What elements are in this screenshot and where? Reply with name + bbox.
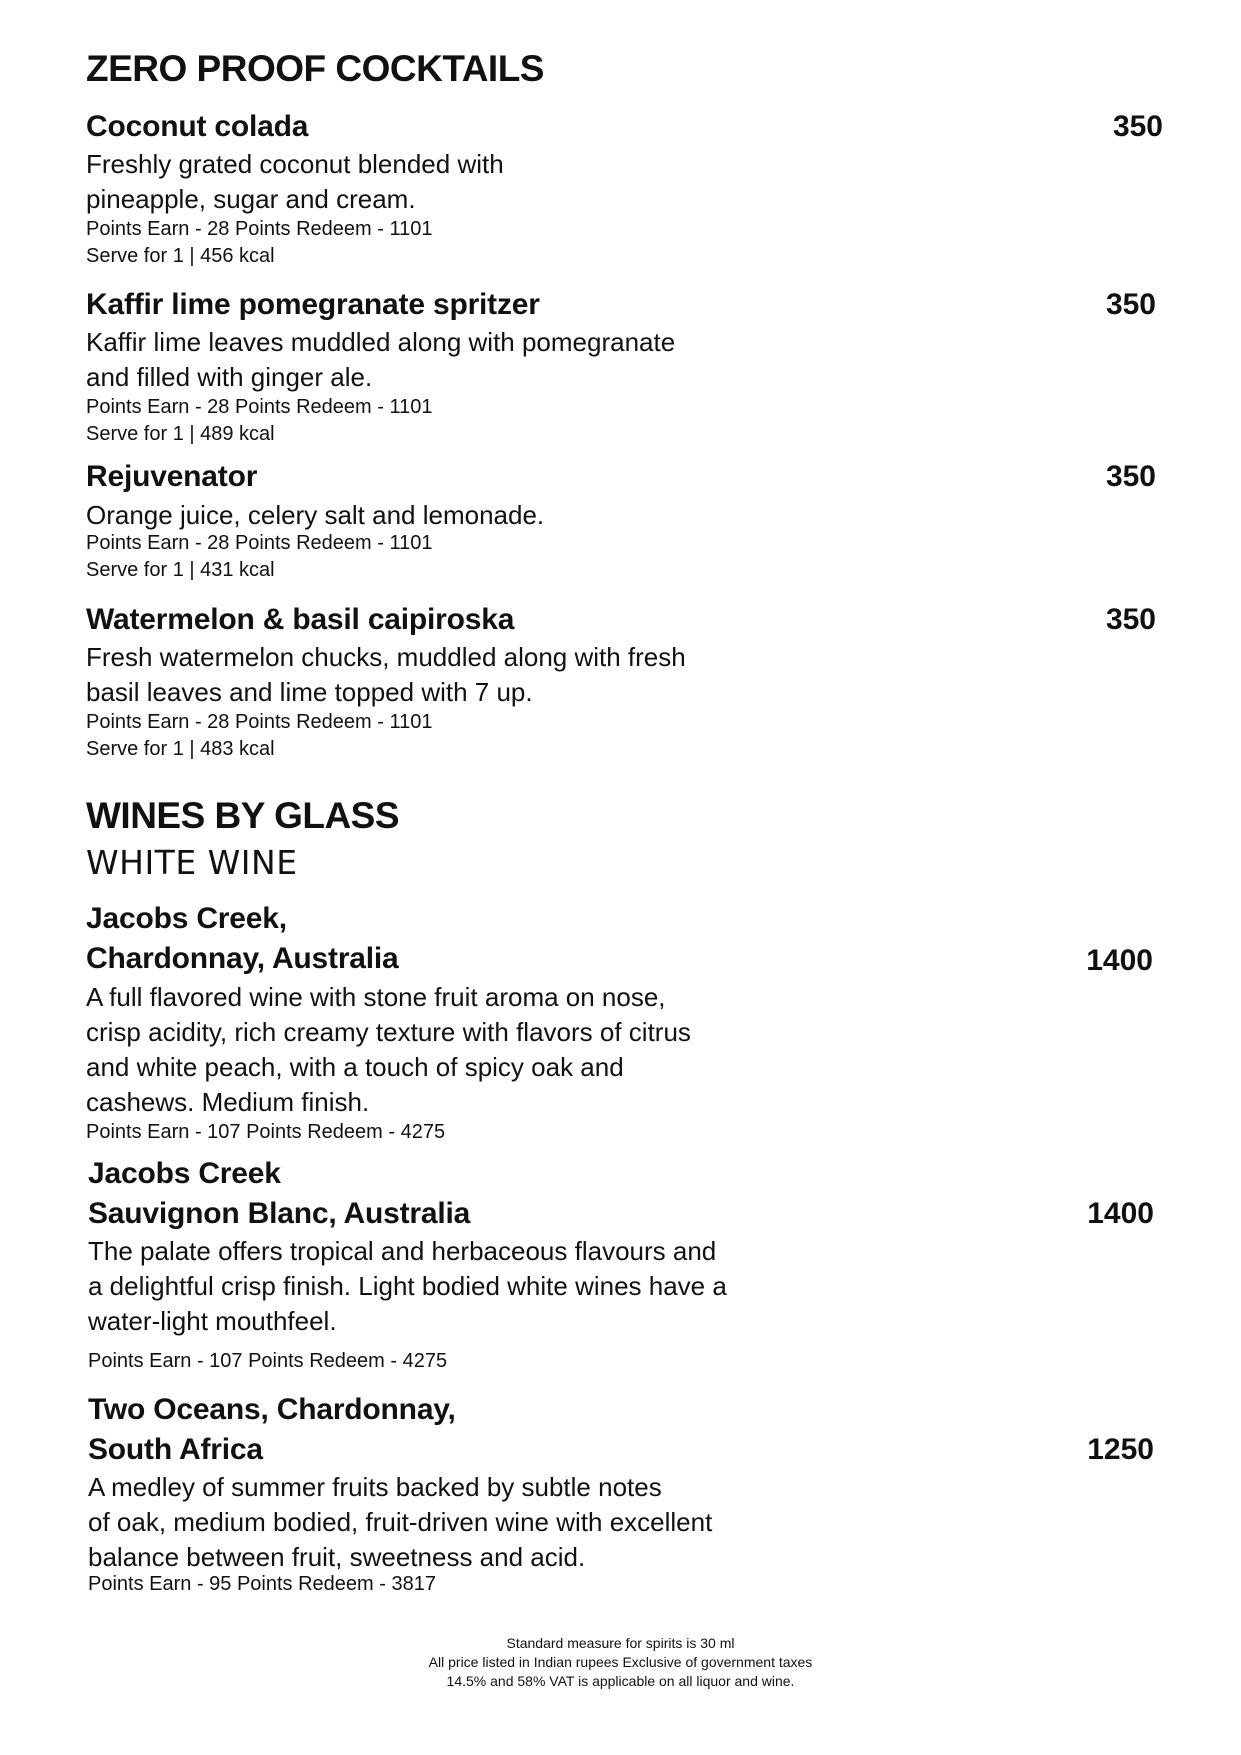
item-description: water-light mouthfeel. <box>88 1306 337 1336</box>
item-description: Fresh watermelon chucks, muddled along with fresh <box>86 642 686 672</box>
item-price: 350 <box>1112 110 1163 143</box>
item-serve-kcal: Serve for 1 | 456 kcal <box>86 245 275 267</box>
item-points: Points Earn - 107 Points Redeem - 4275 <box>86 1121 446 1143</box>
item-points: Points Earn - 107 Points Redeem - 4275 <box>88 1350 448 1372</box>
item-price: 350 <box>1105 603 1156 636</box>
item-price: 1250 <box>1087 1433 1154 1466</box>
item-description: cashews. Medium finish. <box>86 1087 370 1117</box>
item-price: 1400 <box>1087 1197 1154 1230</box>
item-name: Two Oceans, Chardonnay, <box>88 1393 456 1426</box>
item-description: A medley of summer fruits backed by subtle notes <box>88 1472 662 1502</box>
footer-note: All price listed in Indian rupees Exclusive of government taxes <box>428 1654 813 1670</box>
item-description: The palate offers tropical and herbaceous flavours and <box>88 1236 717 1266</box>
item-description: and filled with ginger ale. <box>86 362 373 392</box>
item-name: Watermelon & basil caipiroska <box>86 603 515 636</box>
item-name: Kaffir lime pomegranate spritzer <box>86 288 540 321</box>
item-description: balance between fruit, sweetness and acid. <box>88 1542 586 1572</box>
item-description: basil leaves and lime topped with 7 up. <box>86 677 533 707</box>
item-points: Points Earn - 28 Points Redeem - 1101 <box>86 532 433 554</box>
item-description: pineapple, sugar and cream. <box>86 184 416 214</box>
item-name: Jacobs Creek, <box>86 902 287 935</box>
footer-note: Standard measure for spirits is 30 ml <box>506 1635 735 1651</box>
item-points: Points Earn - 28 Points Redeem - 1101 <box>86 218 433 240</box>
footer-note: 14.5% and 58% VAT is applicable on all liquor and wine. <box>446 1673 795 1689</box>
item-name: Jacobs Creek <box>88 1157 281 1190</box>
item-points: Points Earn - 28 Points Redeem - 1101 <box>86 396 433 418</box>
item-price: 350 <box>1105 288 1156 321</box>
item-price: 1400 <box>1086 944 1153 977</box>
item-description: Kaffir lime leaves muddled along with pomegranate <box>86 327 676 357</box>
item-description: of oak, medium bodied, fruit-driven wine with excellent <box>88 1507 713 1537</box>
item-points: Points Earn - 95 Points Redeem - 3817 <box>88 1573 436 1595</box>
item-description: Orange juice, celery salt and lemonade. <box>86 500 545 530</box>
item-serve-kcal: Serve for 1 | 489 kcal <box>86 423 275 445</box>
item-description: Freshly grated coconut blended with <box>86 149 504 179</box>
item-serve-kcal: Serve for 1 | 431 kcal <box>86 559 275 581</box>
section-title-wines: WINES BY GLASS <box>86 795 400 836</box>
item-description: and white peach, with a touch of spicy oak and <box>86 1052 624 1082</box>
item-description: a delightful crisp finish. Light bodied white wines have a <box>88 1271 727 1301</box>
section-title-cocktails: ZERO PROOF COCKTAILS <box>86 48 544 89</box>
item-price: 350 <box>1105 460 1156 493</box>
subsection-title-white-wine: WHITE WINE <box>86 843 298 882</box>
item-name: South Africa <box>88 1433 263 1466</box>
item-name: Chardonnay, Australia <box>86 942 399 975</box>
item-description: A full flavored wine with stone fruit aroma on nose, <box>86 982 666 1012</box>
item-name: Rejuvenator <box>86 460 258 493</box>
item-name: Sauvignon Blanc, Australia <box>88 1197 471 1230</box>
item-serve-kcal: Serve for 1 | 483 kcal <box>86 738 275 760</box>
item-name: Coconut colada <box>86 110 309 143</box>
item-points: Points Earn - 28 Points Redeem - 1101 <box>86 711 433 733</box>
item-description: crisp acidity, rich creamy texture with flavors of citrus <box>86 1017 691 1047</box>
